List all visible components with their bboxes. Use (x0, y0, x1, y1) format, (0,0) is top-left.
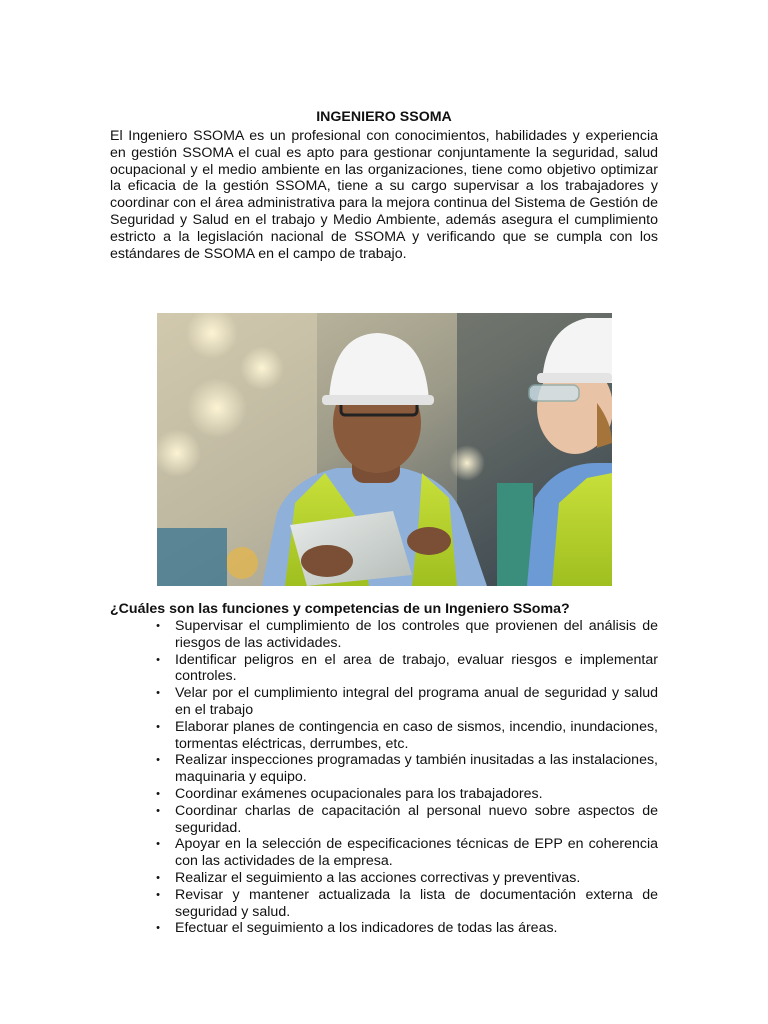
list-item (110, 870, 658, 887)
bullet-icon: • (156, 838, 160, 851)
bullet-icon: • (156, 804, 160, 817)
bullet-icon: • (156, 754, 160, 767)
functions-question-heading: ¿Cuáles son las funciones y competencias de un Ingeniero SSoma? (110, 601, 570, 617)
list-item-text: Identificar peligros en el area de trabajo, evaluar riesgos e implementar controles. (175, 651, 658, 685)
list-item-text: Apoyar en la selección de especificaciones técnicas de EPP en coherencia con las actividades de la empresa. (175, 836, 658, 870)
list-item (110, 803, 658, 837)
list-item (110, 920, 658, 937)
functions-list (110, 618, 658, 937)
list-item-text: Coordinar exámenes ocupacionales para los trabajadores. (175, 785, 543, 802)
bullet-icon: • (156, 888, 160, 901)
list-item-text: Supervisar el cumplimiento de los controles que provienen del análisis de riesgos de las actividades. (175, 618, 658, 651)
list-item (110, 618, 658, 652)
list-item (110, 752, 658, 786)
list-item-text: Velar por el cumplimiento integral del programa anual de seguridad y salud en el trabajo (175, 685, 658, 718)
list-item-text: Efectuar el seguimiento a los indicadores de todas las áreas. (175, 920, 558, 937)
document-title: INGENIERO SSOMA (316, 109, 452, 125)
list-item-text: Realizar el seguimiento a las acciones correctivas y preventivas. (175, 869, 581, 886)
intro-paragraph: El Ingeniero SSOMA es un profesional con conocimientos, habilidades y experiencia en gestión SSOMA el cual es apto para gestionar conjuntamente la seguridad, salud ocupacional y el medio ambiente en las organizaciones, tiene como objetivo optimizar la eficacia de la gestión SSOMA, tiene a su cargo supervisar a los trabajadores y coordinar con el área administrativa para la mejora continua del Sistema de Gestión de Seguridad y Salud en el trabajo y Medio Ambiente, además asegura el cumplimiento estricto a la legislación nacional de SSOMA y verificando que se cumpla con los estándares de SSOMA en el campo de trabajo. (110, 128, 658, 262)
bullet-icon: • (156, 871, 160, 884)
list-item (110, 836, 658, 870)
list-item-text: Realizar inspecciones programadas y también inusitadas a las instalaciones, maquinaria y equipo. (175, 752, 658, 786)
bullet-icon: • (156, 653, 160, 666)
list-item-text: Coordinar charlas de capacitación al personal nuevo sobre aspectos de seguridad. (175, 802, 658, 836)
list-item (110, 786, 658, 803)
bullet-icon: • (156, 720, 160, 733)
document-page (110, 108, 658, 937)
list-item (110, 887, 658, 921)
list-item-text: Elaborar planes de contingencia en caso de sismos, incendio, inundaciones, tormentas eléctricas, derrumbes, etc. (175, 718, 658, 752)
list-item (110, 685, 658, 719)
bullet-icon: • (156, 687, 160, 700)
list-item-text: Revisar y mantener actualizada la lista de documentación externa de seguridad y salud. (175, 886, 658, 920)
list-item (110, 719, 658, 753)
bullet-icon: • (156, 922, 160, 935)
list-item (110, 652, 658, 686)
bullet-icon: • (156, 787, 160, 800)
safety-engineers-photo (157, 313, 612, 586)
bullet-icon: • (156, 620, 160, 632)
